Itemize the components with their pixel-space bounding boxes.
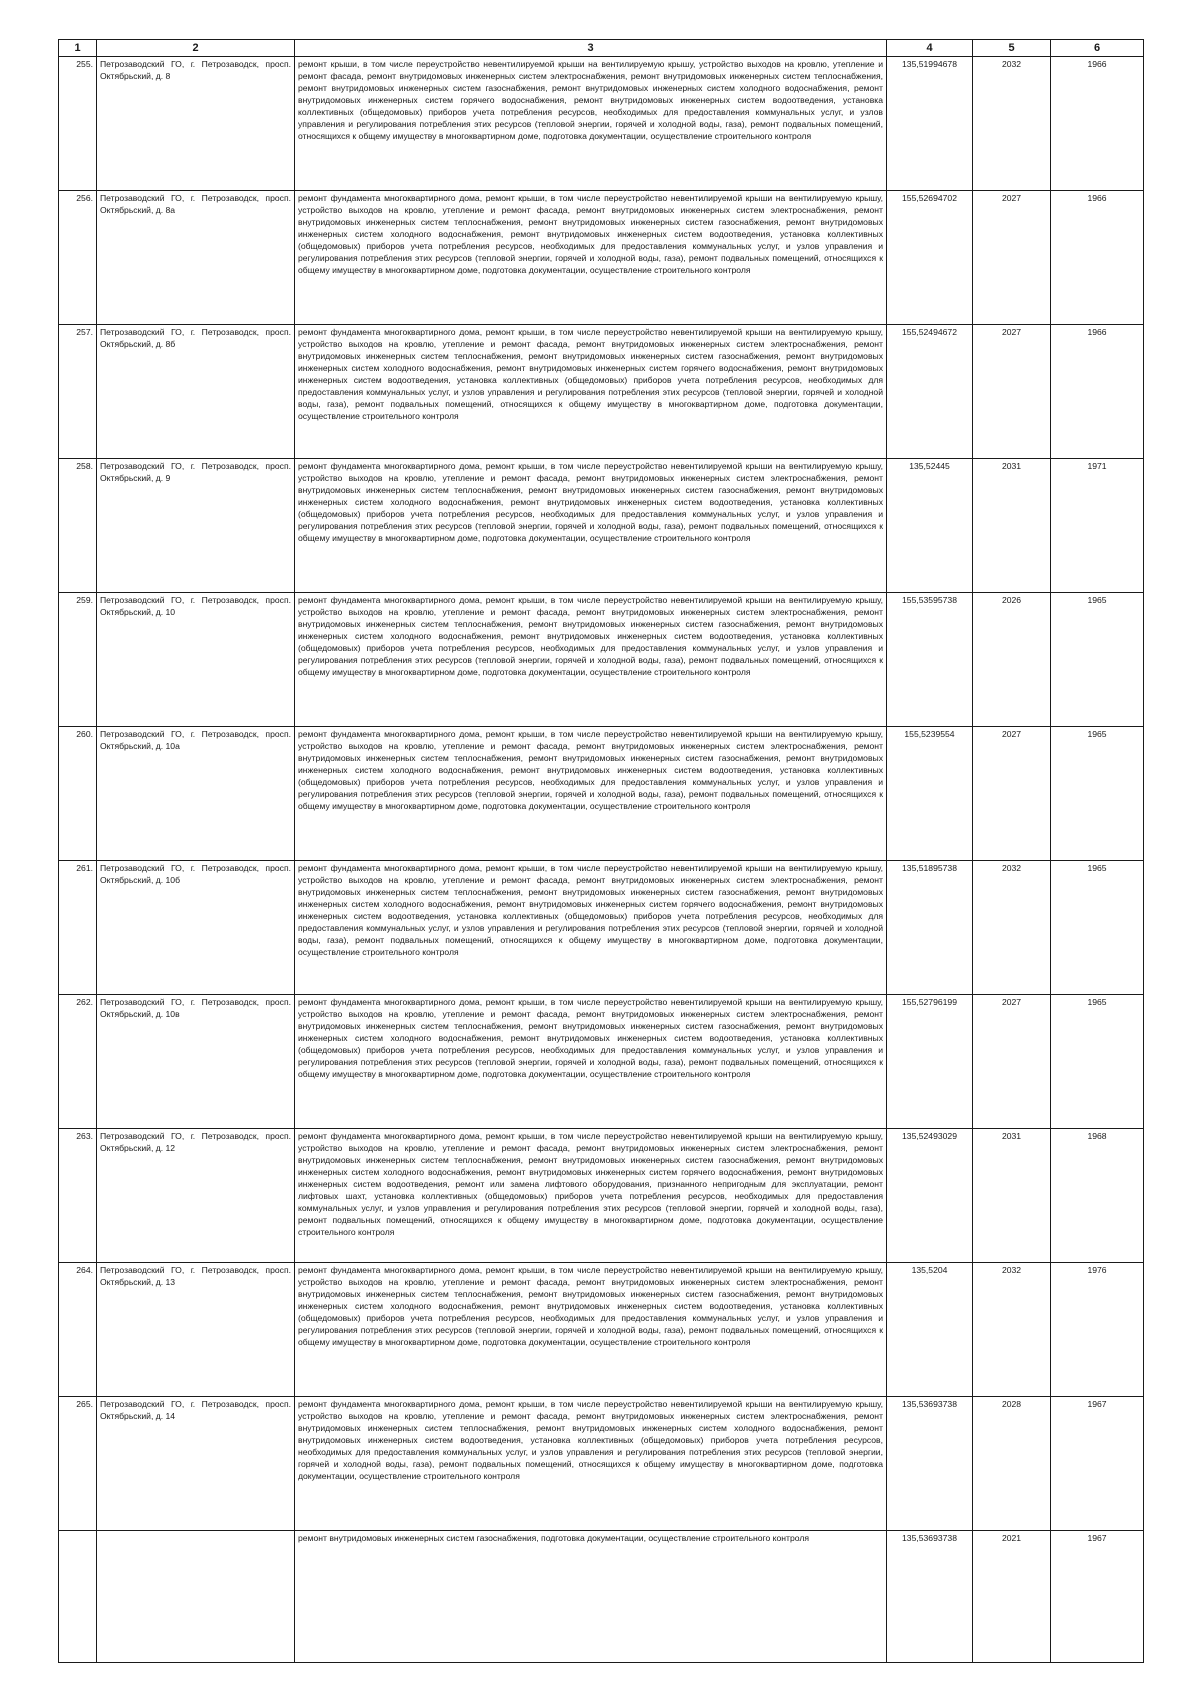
- house-address: Петрозаводский ГО, г. Петрозаводск, просп. Октябрьский, д. 10а: [97, 727, 295, 861]
- house-address: [97, 1531, 295, 1663]
- repair-cost: 135,53693738: [887, 1531, 973, 1663]
- build-year: 1966: [1051, 191, 1144, 325]
- repair-cost: 135,52445: [887, 459, 973, 593]
- build-year: 1967: [1051, 1397, 1144, 1531]
- table-row: [59, 191, 1144, 325]
- repair-cost: 135,52493029: [887, 1129, 973, 1263]
- house-address: Петрозаводский ГО, г. Петрозаводск, просп. Октябрьский, д. 12: [97, 1129, 295, 1263]
- row-number: 262.: [59, 995, 97, 1129]
- repair-works: ремонт фундамента многоквартирного дома, ремонт крыши, в том числе переустройство невентилируемой крыши на вентилируемую крышу, устройство выходов на кровлю, утепление и ремонт фасада, ремонт внутридомовых инженерных систем электроснабжения, ремонт внутридомовых инженерных систем теплоснабжения, ремонт внутридомовых инженерных систем газоснабжения, ремонт внутридомовых инженерных систем холодного водоснабжения, ремонт внутридомовых инженерных систем водоотведения, установка коллективных (общедомовых) приборов учета потребления ресурсов, необходимых для предоставления коммунальных услуг, и узлов управления и регулирования потребления этих ресурсов (тепловой энергии, горячей и холодной воды, газа), ремонт подвальных помещений, относящихся к общему имуществу в многоквартирном доме, подготовка документации, осуществление строительного контроля: [295, 1263, 887, 1397]
- repair-cost: 135,51895738: [887, 861, 973, 995]
- planned-year: 2031: [973, 1129, 1051, 1263]
- repair-cost: 135,53693738: [887, 1397, 973, 1531]
- row-number: 256.: [59, 191, 97, 325]
- row-number: 265.: [59, 1397, 97, 1531]
- repair-cost: 155,5239554: [887, 727, 973, 861]
- column-header-5: 5: [973, 40, 1051, 57]
- planned-year: 2027: [973, 325, 1051, 459]
- planned-year: 2032: [973, 1263, 1051, 1397]
- repair-works: ремонт фундамента многоквартирного дома, ремонт крыши, в том числе переустройство невентилируемой крыши на вентилируемую крышу, устройство выходов на кровлю, утепление и ремонт фасада, ремонт внутридомовых инженерных систем электроснабжения, ремонт внутридомовых инженерных систем теплоснабжения, ремонт внутридомовых инженерных систем газоснабжения, ремонт внутридомовых инженерных систем холодного водоснабжения, ремонт внутридомовых инженерных систем горячего водоснабжения, ремонт внутридомовых инженерных систем водоотведения, установка коллективных (общедомовых) приборов учета потребления ресурсов, необходимых для предоставления коммунальных услуг, и узлов управления и регулирования потребления этих ресурсов (тепловой энергии, горячей и холодной воды, газа), ремонт подвальных помещений, относящихся к общему имуществу в многоквартирном доме, подготовка документации, осуществление строительного контроля: [295, 325, 887, 459]
- column-header-6: 6: [1051, 40, 1144, 57]
- repair-works: ремонт фундамента многоквартирного дома, ремонт крыши, в том числе переустройство невентилируемой крыши на вентилируемую крышу, устройство выходов на кровлю, утепление и ремонт фасада, ремонт внутридомовых инженерных систем электроснабжения, ремонт внутридомовых инженерных систем теплоснабжения, ремонт внутридомовых инженерных систем газоснабжения, ремонт внутридомовых инженерных систем холодного водоснабжения, ремонт внутридомовых инженерных систем горячего водоснабжения, ремонт внутридомовых инженерных систем водоотведения, установка коллективных (общедомовых) приборов учета потребления ресурсов, необходимых для предоставления коммунальных услуг, и узлов управления и регулирования потребления этих ресурсов (тепловой энергии, горячей и холодной воды, газа), ремонт подвальных помещений, относящихся к общему имуществу в многоквартирном доме, подготовка документации, осуществление строительного контроля: [295, 861, 887, 995]
- house-address: Петрозаводский ГО, г. Петрозаводск, просп. Октябрьский, д. 9: [97, 459, 295, 593]
- build-year: 1965: [1051, 995, 1144, 1129]
- row-number: [59, 1531, 97, 1663]
- house-address: Петрозаводский ГО, г. Петрозаводск, просп. Октябрьский, д. 8б: [97, 325, 295, 459]
- repair-cost: 155,52494672: [887, 325, 973, 459]
- house-address: Петрозаводский ГО, г. Петрозаводск, просп. Октябрьский, д. 10б: [97, 861, 295, 995]
- planned-year: 2032: [973, 57, 1051, 191]
- repair-works: ремонт фундамента многоквартирного дома, ремонт крыши, в том числе переустройство невентилируемой крыши на вентилируемую крышу, устройство выходов на кровлю, утепление и ремонт фасада, ремонт внутридомовых инженерных систем электроснабжения, ремонт внутридомовых инженерных систем теплоснабжения, ремонт внутридомовых инженерных систем газоснабжения, ремонт внутридомовых инженерных систем холодного водоснабжения, ремонт внутридомовых инженерных систем водоотведения, установка коллективных (общедомовых) приборов учета потребления ресурсов, необходимых для предоставления коммунальных услуг, и узлов управления и регулирования потребления этих ресурсов (тепловой энергии, горячей и холодной воды, газа), ремонт подвальных помещений, относящихся к общему имуществу в многоквартирном доме, подготовка документации, осуществление строительного контроля: [295, 995, 887, 1129]
- table-row: [59, 1531, 1144, 1663]
- row-number: 257.: [59, 325, 97, 459]
- build-year: 1966: [1051, 325, 1144, 459]
- repair-works: ремонт фундамента многоквартирного дома, ремонт крыши, в том числе переустройство невентилируемой крыши на вентилируемую крышу, устройство выходов на кровлю, утепление и ремонт фасада, ремонт внутридомовых инженерных систем электроснабжения, ремонт внутридомовых инженерных систем теплоснабжения, ремонт внутридомовых инженерных систем газоснабжения, ремонт внутридомовых инженерных систем холодного водоснабжения, ремонт внутридомовых инженерных систем водоотведения, установка коллективных (общедомовых) приборов учета потребления ресурсов, необходимых для предоставления коммунальных услуг, и узлов управления и регулирования потребления этих ресурсов (тепловой энергии, горячей и холодной воды, газа), ремонт подвальных помещений, относящихся к общему имуществу в многоквартирном доме, подготовка документации, осуществление строительного контроля: [295, 727, 887, 861]
- repair-cost: 155,53595738: [887, 593, 973, 727]
- house-address: Петрозаводский ГО, г. Петрозаводск, просп. Октябрьский, д. 8а: [97, 191, 295, 325]
- column-header-3: 3: [295, 40, 887, 57]
- build-year: 1968: [1051, 1129, 1144, 1263]
- row-number: 255.: [59, 57, 97, 191]
- repair-cost: 155,52694702: [887, 191, 973, 325]
- repair-works: ремонт внутридомовых инженерных систем газоснабжения, подготовка документации, осуществление строительного контроля: [295, 1531, 887, 1663]
- table-row: [59, 57, 1144, 191]
- planned-year: 2027: [973, 191, 1051, 325]
- column-header-1: 1: [59, 40, 97, 57]
- repair-cost: 135,51994678: [887, 57, 973, 191]
- table-row: [59, 459, 1144, 593]
- capital-repair-table: [58, 39, 1144, 1663]
- planned-year: 2027: [973, 727, 1051, 861]
- register-page: [58, 39, 1143, 1663]
- column-header-2: 2: [97, 40, 295, 57]
- column-header-4: 4: [887, 40, 973, 57]
- table-row: [59, 1263, 1144, 1397]
- row-number: 264.: [59, 1263, 97, 1397]
- house-address: Петрозаводский ГО, г. Петрозаводск, просп. Октябрьский, д. 10: [97, 593, 295, 727]
- build-year: 1971: [1051, 459, 1144, 593]
- row-number: 259.: [59, 593, 97, 727]
- build-year: 1967: [1051, 1531, 1144, 1663]
- table-row: [59, 1397, 1144, 1531]
- build-year: 1965: [1051, 861, 1144, 995]
- table-row: [59, 995, 1144, 1129]
- row-number: 260.: [59, 727, 97, 861]
- house-address: Петрозаводский ГО, г. Петрозаводск, просп. Октябрьский, д. 13: [97, 1263, 295, 1397]
- planned-year: 2027: [973, 995, 1051, 1129]
- repair-works: ремонт фундамента многоквартирного дома, ремонт крыши, в том числе переустройство невентилируемой крыши на вентилируемую крышу, устройство выходов на кровлю, утепление и ремонт фасада, ремонт внутридомовых инженерных систем электроснабжения, ремонт внутридомовых инженерных систем теплоснабжения, ремонт внутридомовых инженерных систем газоснабжения, ремонт внутридомовых инженерных систем холодного водоснабжения, ремонт внутридомовых инженерных систем водоотведения, установка коллективных (общедомовых) приборов учета потребления ресурсов, необходимых для предоставления коммунальных услуг, и узлов управления и регулирования потребления этих ресурсов (тепловой энергии, горячей и холодной воды, газа), ремонт подвальных помещений, относящихся к общему имуществу в многоквартирном доме, подготовка документации, осуществление строительного контроля: [295, 459, 887, 593]
- table-row: [59, 593, 1144, 727]
- build-year: 1965: [1051, 727, 1144, 861]
- build-year: 1965: [1051, 593, 1144, 727]
- planned-year: 2028: [973, 1397, 1051, 1531]
- planned-year: 2031: [973, 459, 1051, 593]
- build-year: 1966: [1051, 57, 1144, 191]
- repair-cost: 155,52796199: [887, 995, 973, 1129]
- row-number: 258.: [59, 459, 97, 593]
- column-number-header-row: [59, 40, 1144, 57]
- table-row: [59, 1129, 1144, 1263]
- planned-year: 2026: [973, 593, 1051, 727]
- repair-works: ремонт фундамента многоквартирного дома, ремонт крыши, в том числе переустройство невентилируемой крыши на вентилируемую крышу, устройство выходов на кровлю, утепление и ремонт фасада, ремонт внутридомовых инженерных систем электроснабжения, ремонт внутридомовых инженерных систем теплоснабжения, ремонт внутридомовых инженерных систем холодного водоснабжения, ремонт внутридомовых инженерных систем водоотведения, установка коллективных (общедомовых) приборов учета потребления ресурсов, необходимых для предоставления коммунальных услуг, и узлов управления и регулирования потребления этих ресурсов (тепловой энергии, горячей и холодной воды, газа), ремонт подвальных помещений, относящихся к общему имуществу в многоквартирном доме, подготовка документации, осуществление строительного контроля: [295, 1397, 887, 1531]
- planned-year: 2032: [973, 861, 1051, 995]
- row-number: 261.: [59, 861, 97, 995]
- repair-works: ремонт фундамента многоквартирного дома, ремонт крыши, в том числе переустройство невентилируемой крыши на вентилируемую крышу, устройство выходов на кровлю, утепление и ремонт фасада, ремонт внутридомовых инженерных систем электроснабжения, ремонт внутридомовых инженерных систем теплоснабжения, ремонт внутридомовых инженерных систем газоснабжения, ремонт внутридомовых инженерных систем холодного водоснабжения, ремонт внутридомовых инженерных систем водоотведения, установка коллективных (общедомовых) приборов учета потребления ресурсов, необходимых для предоставления коммунальных услуг, и узлов управления и регулирования потребления этих ресурсов (тепловой энергии, горячей и холодной воды, газа), ремонт подвальных помещений, относящихся к общему имуществу в многоквартирном доме, подготовка документации, осуществление строительного контроля: [295, 191, 887, 325]
- house-address: Петрозаводский ГО, г. Петрозаводск, просп. Октябрьский, д. 8: [97, 57, 295, 191]
- table-row: [59, 727, 1144, 861]
- table-row: [59, 861, 1144, 995]
- house-address: Петрозаводский ГО, г. Петрозаводск, просп. Октябрьский, д. 10в: [97, 995, 295, 1129]
- row-number: 263.: [59, 1129, 97, 1263]
- repair-cost: 135,5204: [887, 1263, 973, 1397]
- build-year: 1976: [1051, 1263, 1144, 1397]
- planned-year: 2021: [973, 1531, 1051, 1663]
- repair-works: ремонт крыши, в том числе переустройство невентилируемой крыши на вентилируемую крышу, устройство выходов на кровлю, утепление и ремонт фасада, ремонт внутридомовых инженерных систем электроснабжения, ремонт внутридомовых инженерных систем теплоснабжения, ремонт внутридомовых инженерных систем газоснабжения, ремонт внутридомовых инженерных систем холодного водоснабжения, ремонт внутридомовых инженерных систем горячего водоснабжения, ремонт внутридомовых инженерных систем водоотведения, установка коллективных (общедомовых) приборов учета потребления ресурсов, необходимых для предоставления коммунальных услуг, и узлов управления и регулирования потребления этих ресурсов (тепловой энергии, горячей и холодной воды, газа), ремонт подвальных помещений, относящихся к общему имуществу в многоквартирном доме, подготовка документации, осуществление строительного контроля: [295, 57, 887, 191]
- repair-works: ремонт фундамента многоквартирного дома, ремонт крыши, в том числе переустройство невентилируемой крыши на вентилируемую крышу, устройство выходов на кровлю, утепление и ремонт фасада, ремонт внутридомовых инженерных систем электроснабжения, ремонт внутридомовых инженерных систем теплоснабжения, ремонт внутридомовых инженерных систем газоснабжения, ремонт внутридомовых инженерных систем холодного водоснабжения, ремонт внутридомовых инженерных систем водоотведения, установка коллективных (общедомовых) приборов учета потребления ресурсов, необходимых для предоставления коммунальных услуг, и узлов управления и регулирования потребления этих ресурсов (тепловой энергии, горячей и холодной воды, газа), ремонт подвальных помещений, относящихся к общему имуществу в многоквартирном доме, подготовка документации, осуществление строительного контроля: [295, 593, 887, 727]
- repair-works: ремонт фундамента многоквартирного дома, ремонт крыши, в том числе переустройство невентилируемой крыши на вентилируемую крышу, устройство выходов на кровлю, утепление и ремонт фасада, ремонт внутридомовых инженерных систем электроснабжения, ремонт внутридомовых инженерных систем теплоснабжения, ремонт внутридомовых инженерных систем газоснабжения, ремонт внутридомовых инженерных систем холодного водоснабжения, ремонт внутридомовых инженерных систем горячего водоснабжения, ремонт внутридомовых инженерных систем водоотведения, ремонт или замена лифтового оборудования, признанного непригодным для эксплуатации, ремонт лифтовых шахт, установка коллективных (общедомовых) приборов учета потребления ресурсов, необходимых для предоставления коммунальных услуг, и узлов управления и регулирования потребления этих ресурсов (тепловой энергии, горячей и холодной воды, газа), ремонт подвальных помещений, относящихся к общему имуществу в многоквартирном доме, подготовка документации, осуществление строительного контроля: [295, 1129, 887, 1263]
- table-row: [59, 325, 1144, 459]
- house-address: Петрозаводский ГО, г. Петрозаводск, просп. Октябрьский, д. 14: [97, 1397, 295, 1531]
